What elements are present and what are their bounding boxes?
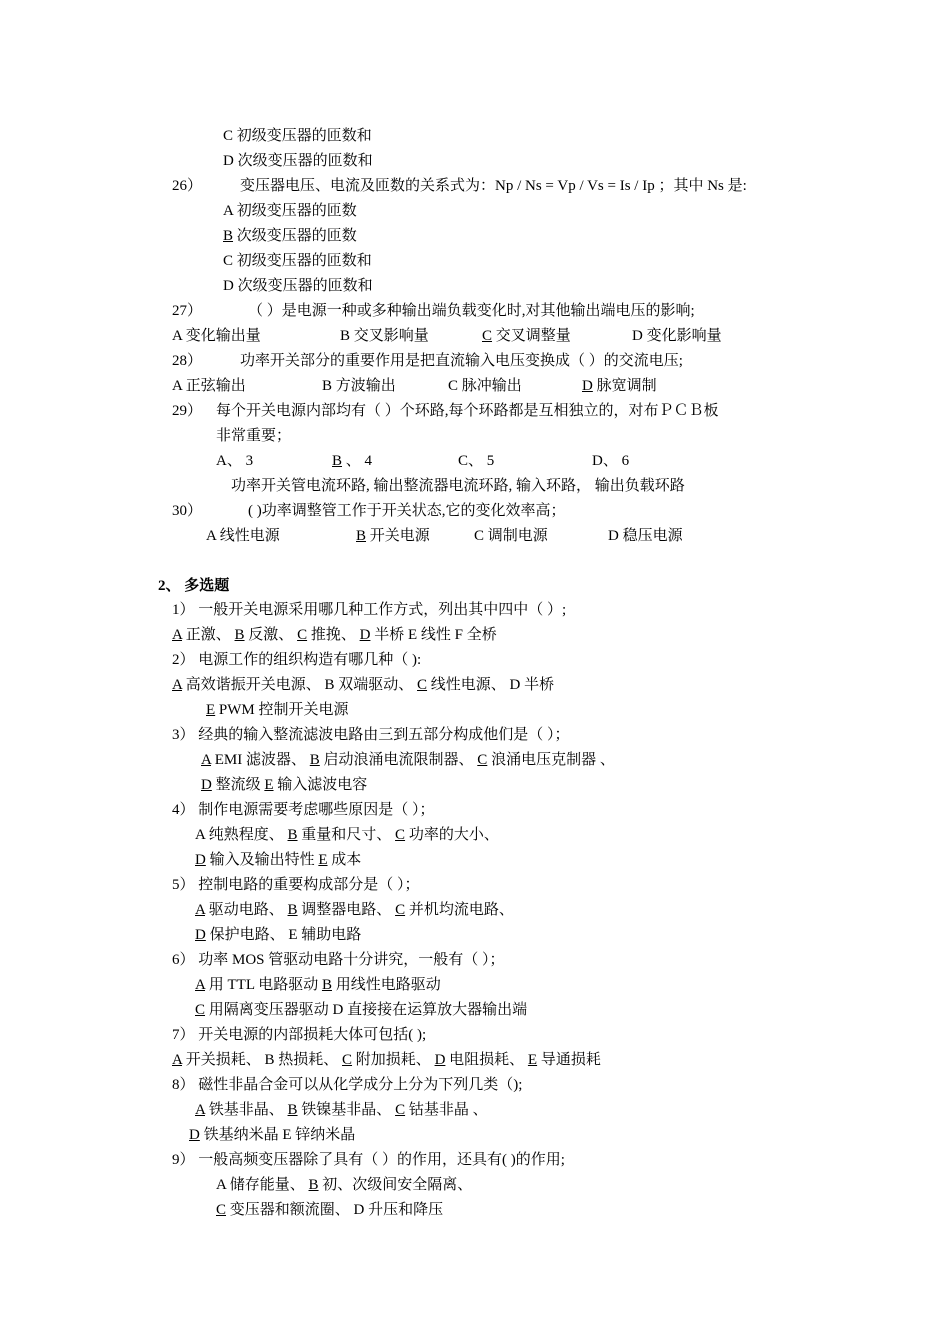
- q26-option-d: D 次级变压器的匝数和: [223, 278, 373, 294]
- q27-option-d: D 变化影响量: [632, 328, 722, 344]
- q29-option-d: D、 6: [592, 453, 630, 469]
- answer-letter: B: [223, 228, 234, 244]
- mq9-options: A 储存能量、 B 初、次级间安全隔离、: [216, 1177, 473, 1193]
- q25-option-c: C 初级变压器的匝数和: [223, 128, 372, 144]
- q29-option-c: C、 5: [458, 453, 495, 469]
- q28-option-b: B 方波输出: [322, 378, 396, 394]
- q28-option-a: A 正弦输出: [172, 378, 246, 394]
- q26-number: 26）: [172, 178, 203, 194]
- mq4-options-line2: D 输入及输出特性 E 成本: [195, 852, 362, 868]
- mq5-question: 5） 控制电路的重要构成部分是（ ）；: [172, 877, 420, 893]
- q30-question: ( )功率调整管工作于开关状态,它的变化效率高；: [248, 503, 566, 519]
- q26-question: 变压器电压、电流及匝数的关系式为：Np / Ns = Vp / Vs = Is / Ip ；其中 Ns 是:: [240, 178, 747, 194]
- q28-option-d: D 脉宽调制: [582, 378, 657, 394]
- q29-question: 每个开关电源内部均有（ ）个环路,每个环路都是互相独立的，对布ＰＣＢ板: [216, 403, 719, 419]
- mq7-question: 7） 开关电源的内部损耗大体可包括( );: [172, 1027, 427, 1043]
- mq9-question: 9） 一般高频变压器除了具有（ ）的作用，还具有( )的作用;: [172, 1152, 565, 1168]
- mq6-question: 6） 功率 MOS 管驱动电路十分讲究，一般有（ ）；: [172, 952, 505, 968]
- q29-number: 29）: [172, 403, 203, 419]
- mq8-question: 8） 磁性非晶合金可以从化学成分上分为下列几类（);: [172, 1077, 523, 1093]
- mq2-question: 2） 电源工作的组织构造有哪几种（ ):: [172, 652, 422, 668]
- q27-number: 27）: [172, 303, 203, 319]
- q30-option-c: C 调制电源: [474, 528, 548, 544]
- q26-option-a: A 初级变压器的匝数: [223, 203, 357, 219]
- mq1-question: 1） 一般开关电源采用哪几种工作方式，列出其中四中（ ）;: [172, 602, 567, 618]
- mq4-question: 4） 制作电源需要考虑哪些原因是（ ）；: [172, 802, 435, 818]
- q25-option-d: D 次级变压器的匝数和: [223, 153, 373, 169]
- mq5-options: A 驱动电路、 B 调整器电路、 C 并机均流电路、: [195, 902, 514, 918]
- mq3-question: 3） 经典的输入整流滤波电路由三到五部分构成他们是（ ）；: [172, 727, 570, 743]
- q30-option-b: B 开关电源: [356, 528, 430, 544]
- q26-option-c: C 初级变压器的匝数和: [223, 253, 372, 269]
- q27-option-c: C 交叉调整量: [482, 328, 571, 344]
- answer-letter: D: [582, 378, 593, 394]
- q28-number: 28）: [172, 353, 203, 369]
- mq2-options: A 高效谐振开关电源、 B 双端驱动、 C 线性电源、 D 半桥: [172, 677, 555, 693]
- q29-option-a: A、 3: [216, 453, 254, 469]
- q30-option-a: A 线性电源: [206, 528, 280, 544]
- mq2-options-line2: E PWM 控制开关电源: [206, 702, 349, 718]
- q27-option-b: B 交叉影响量: [340, 328, 429, 344]
- mq3-options-line2: D 整流级 E 输入滤波电容: [201, 777, 368, 793]
- q29-answer-note: 功率开关管电流环路, 输出整流器电流环路, 输入环路， 输出负载环路: [231, 478, 685, 494]
- mq5-options-line2: D 保护电路、 E 辅助电路: [195, 927, 362, 943]
- mq1-options: A 正激、 B 反激、 C 推挽、 D 半桥 E 线性 F 全桥: [172, 627, 497, 643]
- q26-option-b: B 次级变压器的匝数: [223, 228, 357, 244]
- q29-question-cont: 非常重要；: [216, 428, 292, 444]
- q30-option-d: D 稳压电源: [608, 528, 683, 544]
- q28-option-c: C 脉冲输出: [448, 378, 522, 394]
- q27-question: （ ）是电源一种或多种输出端负载变化时,对其他输出端电压的影响;: [248, 303, 695, 319]
- mq3-options: A EMI 滤波器、 B 启动浪涌电流限制器、 C 浪涌电压克制器 、: [201, 752, 615, 768]
- section-heading: 2、 多选题: [158, 578, 230, 594]
- mq6-options-line2: C 用隔离变压器驱动 D 直接接在运算放大器输出端: [195, 1002, 528, 1018]
- mq7-options: A 开关损耗、 B 热损耗、 C 附加损耗、 D 电阻损耗、 E 导通损耗: [172, 1052, 601, 1068]
- answer-letter: B: [356, 528, 367, 544]
- mq6-options: A 用 TTL 电路驱动 B 用线性电路驱动: [195, 977, 441, 993]
- mq4-options: A 纯熟程度、 B 重量和尺寸、 C 功率的大小、: [195, 827, 499, 843]
- q30-number: 30）: [172, 503, 203, 519]
- q28-question: 功率开关部分的重要作用是把直流输入电压变换成（ ）的交流电压;: [240, 353, 683, 369]
- q27-option-a: A 变化输出量: [172, 328, 261, 344]
- answer-letter: C: [482, 328, 493, 344]
- mq8-options-line2: D 铁基纳米晶 E 锌纳米晶: [189, 1127, 356, 1143]
- mq9-options-line2: C 变压器和额流圈、 D 升压和降压: [216, 1202, 444, 1218]
- mq8-options: A 铁基非晶、 B 铁镍基非晶、 C 钴基非晶 、: [195, 1102, 488, 1118]
- answer-letter: B: [332, 453, 343, 469]
- q29-option-b: B 、 4: [332, 453, 373, 469]
